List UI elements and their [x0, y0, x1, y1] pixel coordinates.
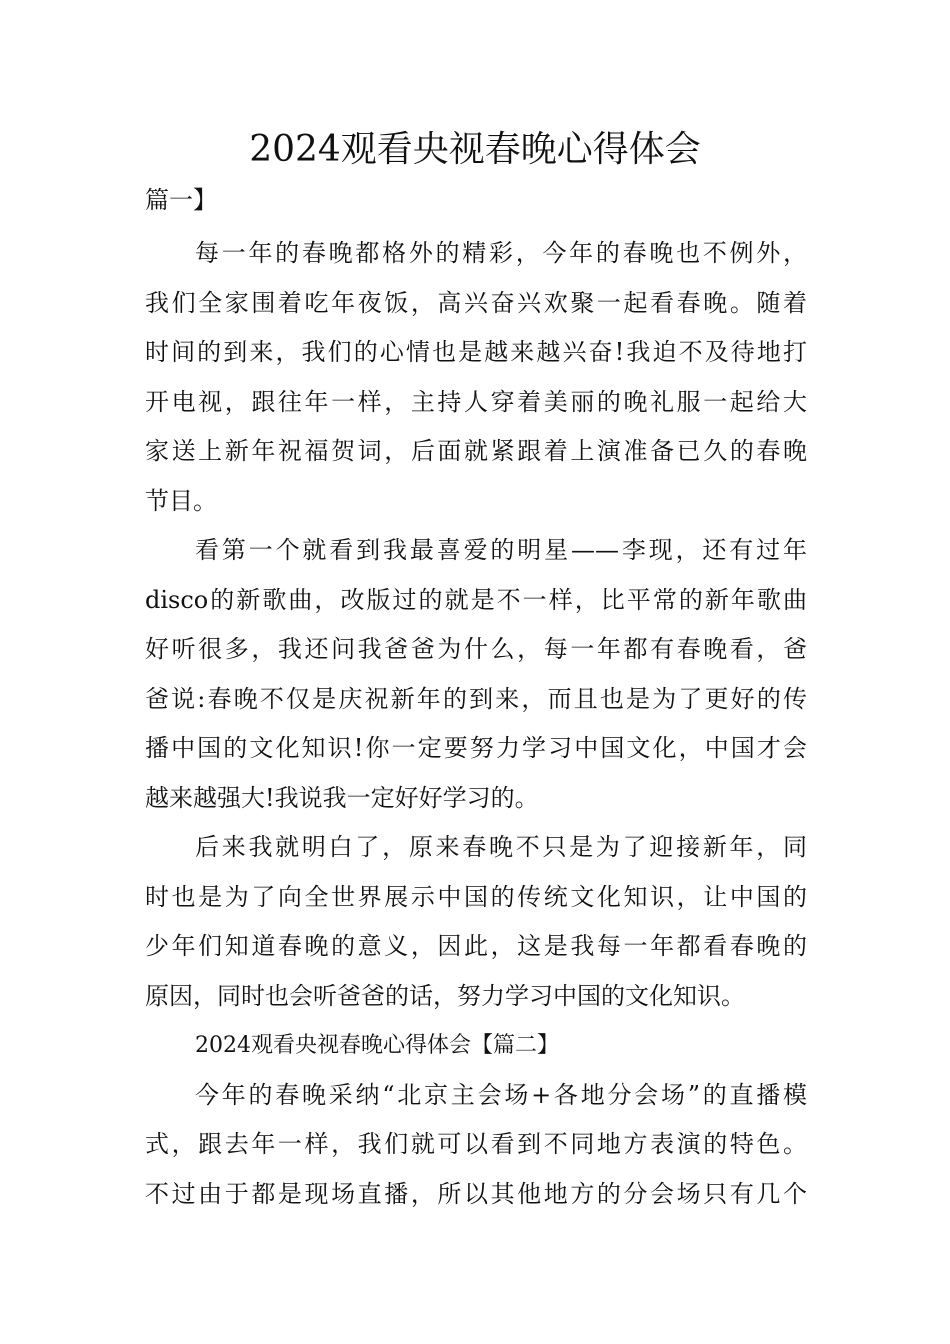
page-title: 2024观看央视春晚心得体会: [249, 129, 701, 170]
body-line: 不过由于都是现场直播，所以其他地方的分会场只有几个: [145, 1179, 807, 1208]
section-one-label: 篇一】: [145, 186, 217, 214]
body-line: 今年的春晚采纳“北京主会场+各地分会场”的直播模: [195, 1080, 807, 1109]
body-line: 少年们知道春晚的意义，因此，这是我每一年都看春晚的: [145, 932, 807, 960]
section-heading: 2024观看央视春晚心得体会【篇二】: [195, 1033, 559, 1058]
document-body: [145, 229, 807, 1219]
body-line: disco的新歌曲，改版过的就是不一样，比平常的新年歌曲: [145, 585, 807, 614]
body-line: 我们全家围着吃年夜饭，高兴奋兴欢聚一起看春晚。随着: [145, 288, 807, 317]
body-line: 播中国的文化知识!你一定要努力学习中国文化，中国才会: [145, 734, 807, 762]
body-line: 开电视，跟往年一样，主持人穿着美丽的晚礼服一起给大: [145, 387, 807, 416]
body-line: 看第一个就看到我最喜爱的明星——李现，还有过年: [195, 536, 807, 564]
body-line: 式，跟去年一样，我们就可以看到不同地方表演的特色。: [145, 1130, 807, 1158]
body-line: 原因，同时也会听爸爸的话，努力学习中国的文化知识。: [145, 981, 745, 1010]
body-line: 时间的到来，我们的心情也是越来越兴奋!我迫不及待地打: [145, 338, 807, 366]
body-line: 好听很多，我还问我爸爸为什么，每一年都有春晚看，爸: [145, 635, 807, 663]
body-line: 节目。: [145, 486, 217, 515]
body-line: 每一年的春晚都格外的精彩，今年的春晚也不例外，: [195, 239, 807, 267]
body-line: 爸说:春晚不仅是庆祝新年的到来，而且也是为了更好的传: [145, 684, 807, 713]
body-line: 后来我就明白了，原来春晚不只是为了迎接新年，同: [195, 833, 807, 861]
body-line: 时也是为了向全世界展示中国的传统文化知识，让中国的: [145, 882, 807, 911]
body-line: 越来越强大!我说我一定好好学习的。: [145, 783, 539, 812]
body-line: 家送上新年祝福贺词，后面就紧跟着上演准备已久的春晚: [145, 437, 807, 465]
